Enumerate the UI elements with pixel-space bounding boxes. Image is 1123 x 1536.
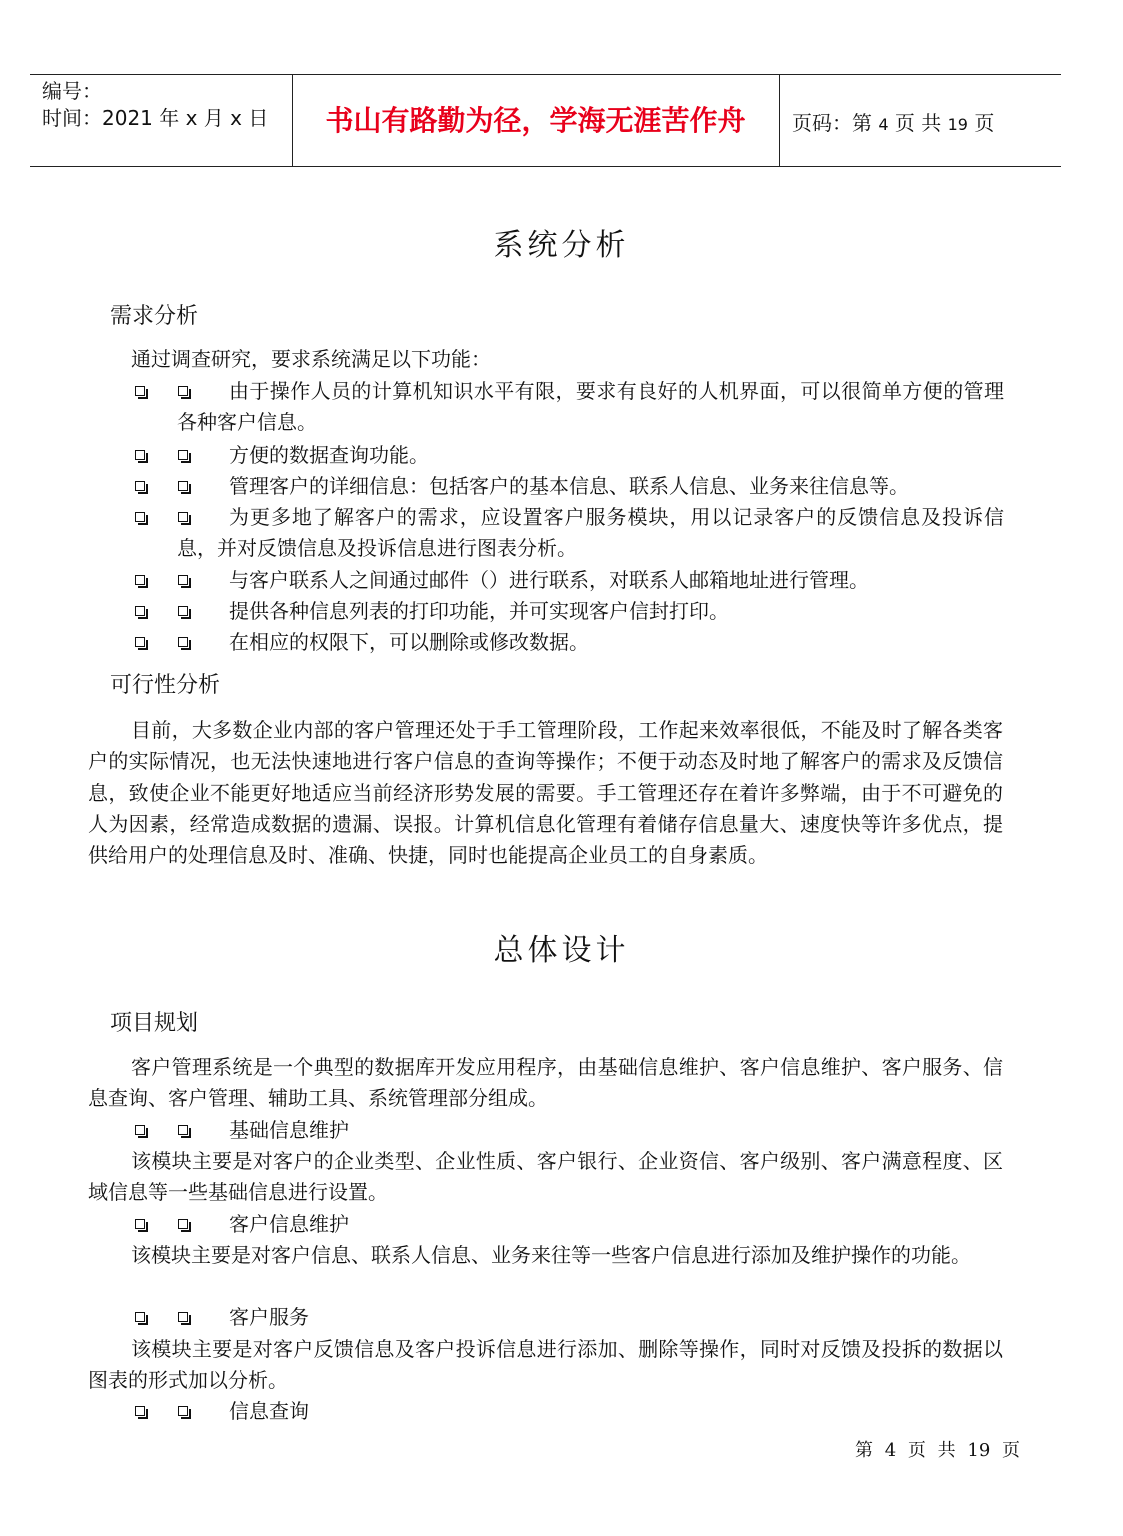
heading-requirements: 需求分析 [110,304,199,329]
footer-mid: 页 共 [907,1440,956,1461]
footer-current: 4 [884,1440,897,1461]
header-divider-right [779,75,780,166]
module-name: 信息查询 [229,1399,309,1423]
section-title-system-analysis: 系统分析 [493,228,630,263]
document-number-label: 编号： [42,79,102,103]
page-current: 4 [878,115,889,134]
footer-suffix: 页 [1002,1440,1021,1461]
list-item-text: 为更多地了解客户的需求，应设置客户服务模块，用以记录客户的反馈信息及投诉信息，并对反馈信息及投诉信息进行图表分析。 [177,505,1004,561]
checkbox-bullet-icon [134,596,214,627]
list-item [134,1302,1004,1333]
list-item-text: 与客户联系人之间通过邮件（）进行联系，对联系人邮箱地址进行管理。 [229,568,869,592]
heading-feasibility: 可行性分析 [110,673,221,698]
list-item [134,596,1004,627]
module-name: 基础信息维护 [229,1118,349,1142]
page-suffix: 页 [974,111,995,135]
module-description: 该模块主要是对客户的企业类型、企业性质、客户银行、企业资信、客户级别、客户满意程度、区域信息等一些基础信息进行设置。 [88,1149,1003,1205]
list-item [134,440,1004,471]
checkbox-bullet-icon [134,627,214,658]
list-item [134,376,1004,439]
header-page-info [792,109,994,139]
list-item-text: 提供各种信息列表的打印功能，并可实现客户信封打印。 [229,599,729,623]
document-time-label: 时间：2021 年 x 月 x 日 [42,106,269,130]
module-description: 该模块主要是对客户反馈信息及客户投诉信息进行添加、删除等操作，同时对反馈及投拆的数据以图表的形式加以分析。 [88,1337,1003,1393]
list-item-text: 方便的数据查询功能。 [229,443,429,467]
feasibility-paragraph: 目前，大多数企业内部的客户管理还处于手工管理阶段，工作起来效率很低，不能及时了解各类客户的实际情况，也无法快速地进行客户信息的查询等操作；不便于动态及时地了解客户的需求及反馈信息，致使企业不能更好地适应当前经济形势发展的需要。手工管理还存在着许多弊端，由于不可避免的人为因素，经常造成数据的遗漏、误报。计算机信息化管理有着储存信息量大、速度快等许多优点，提供给用户的处理信息及时、准确、快捷，同时也能提高企业员工的自身素质。 [88,718,1003,868]
module-description: 该模块主要是对客户信息、联系人信息、业务来往等一些客户信息进行添加及维护操作的功能。 [131,1243,971,1267]
document-header [30,74,1061,167]
list-item [134,627,1004,658]
heading-planning: 项目规划 [110,1011,199,1036]
checkbox-bullet-icon [134,565,214,596]
section-title-overall-design: 总体设计 [493,933,630,968]
checkbox-bullet-icon [134,376,214,407]
module-name: 客户信息维护 [229,1212,349,1236]
page-mid: 页 共 [894,111,942,135]
checkbox-bullet-icon [134,471,214,502]
checkbox-bullet-icon [134,440,214,471]
list-item [134,565,1004,596]
page-total: 19 [947,115,968,134]
list-item-text: 由于操作人员的计算机知识水平有限，要求有良好的人机界面，可以很简单方便的管理各种客户信息。 [177,379,1004,435]
list-item-text: 管理客户的详细信息：包括客户的基本信息、联系人信息、业务来往信息等。 [229,474,909,498]
checkbox-bullet-icon [134,1302,214,1333]
requirements-intro: 通过调查研究，要求系统满足以下功能： [131,347,491,371]
list-item [134,502,1004,565]
footer-prefix: 第 [855,1440,873,1461]
page-prefix: 页码：第 [792,111,872,135]
module-name: 客户服务 [229,1305,309,1329]
checkbox-bullet-icon [134,502,214,533]
list-item-text: 在相应的权限下，可以删除或修改数据。 [229,630,589,654]
checkbox-bullet-icon [134,1209,214,1240]
footer-total: 19 [967,1440,991,1461]
list-item [134,471,1004,502]
checkbox-bullet-icon [134,1115,214,1146]
list-item [134,1396,1004,1427]
header-motto: 书山有路勤为径，学海无涯苦作舟 [325,104,746,137]
list-item [134,1209,1004,1240]
checkbox-bullet-icon [134,1396,214,1427]
page-footer [855,1437,1020,1465]
planning-intro: 客户管理系统是一个典型的数据库开发应用程序，由基础信息维护、客户信息维护、客户服务、信息查询、客户管理、辅助工具、系统管理部分组成。 [88,1055,1003,1111]
list-item [134,1115,1004,1146]
